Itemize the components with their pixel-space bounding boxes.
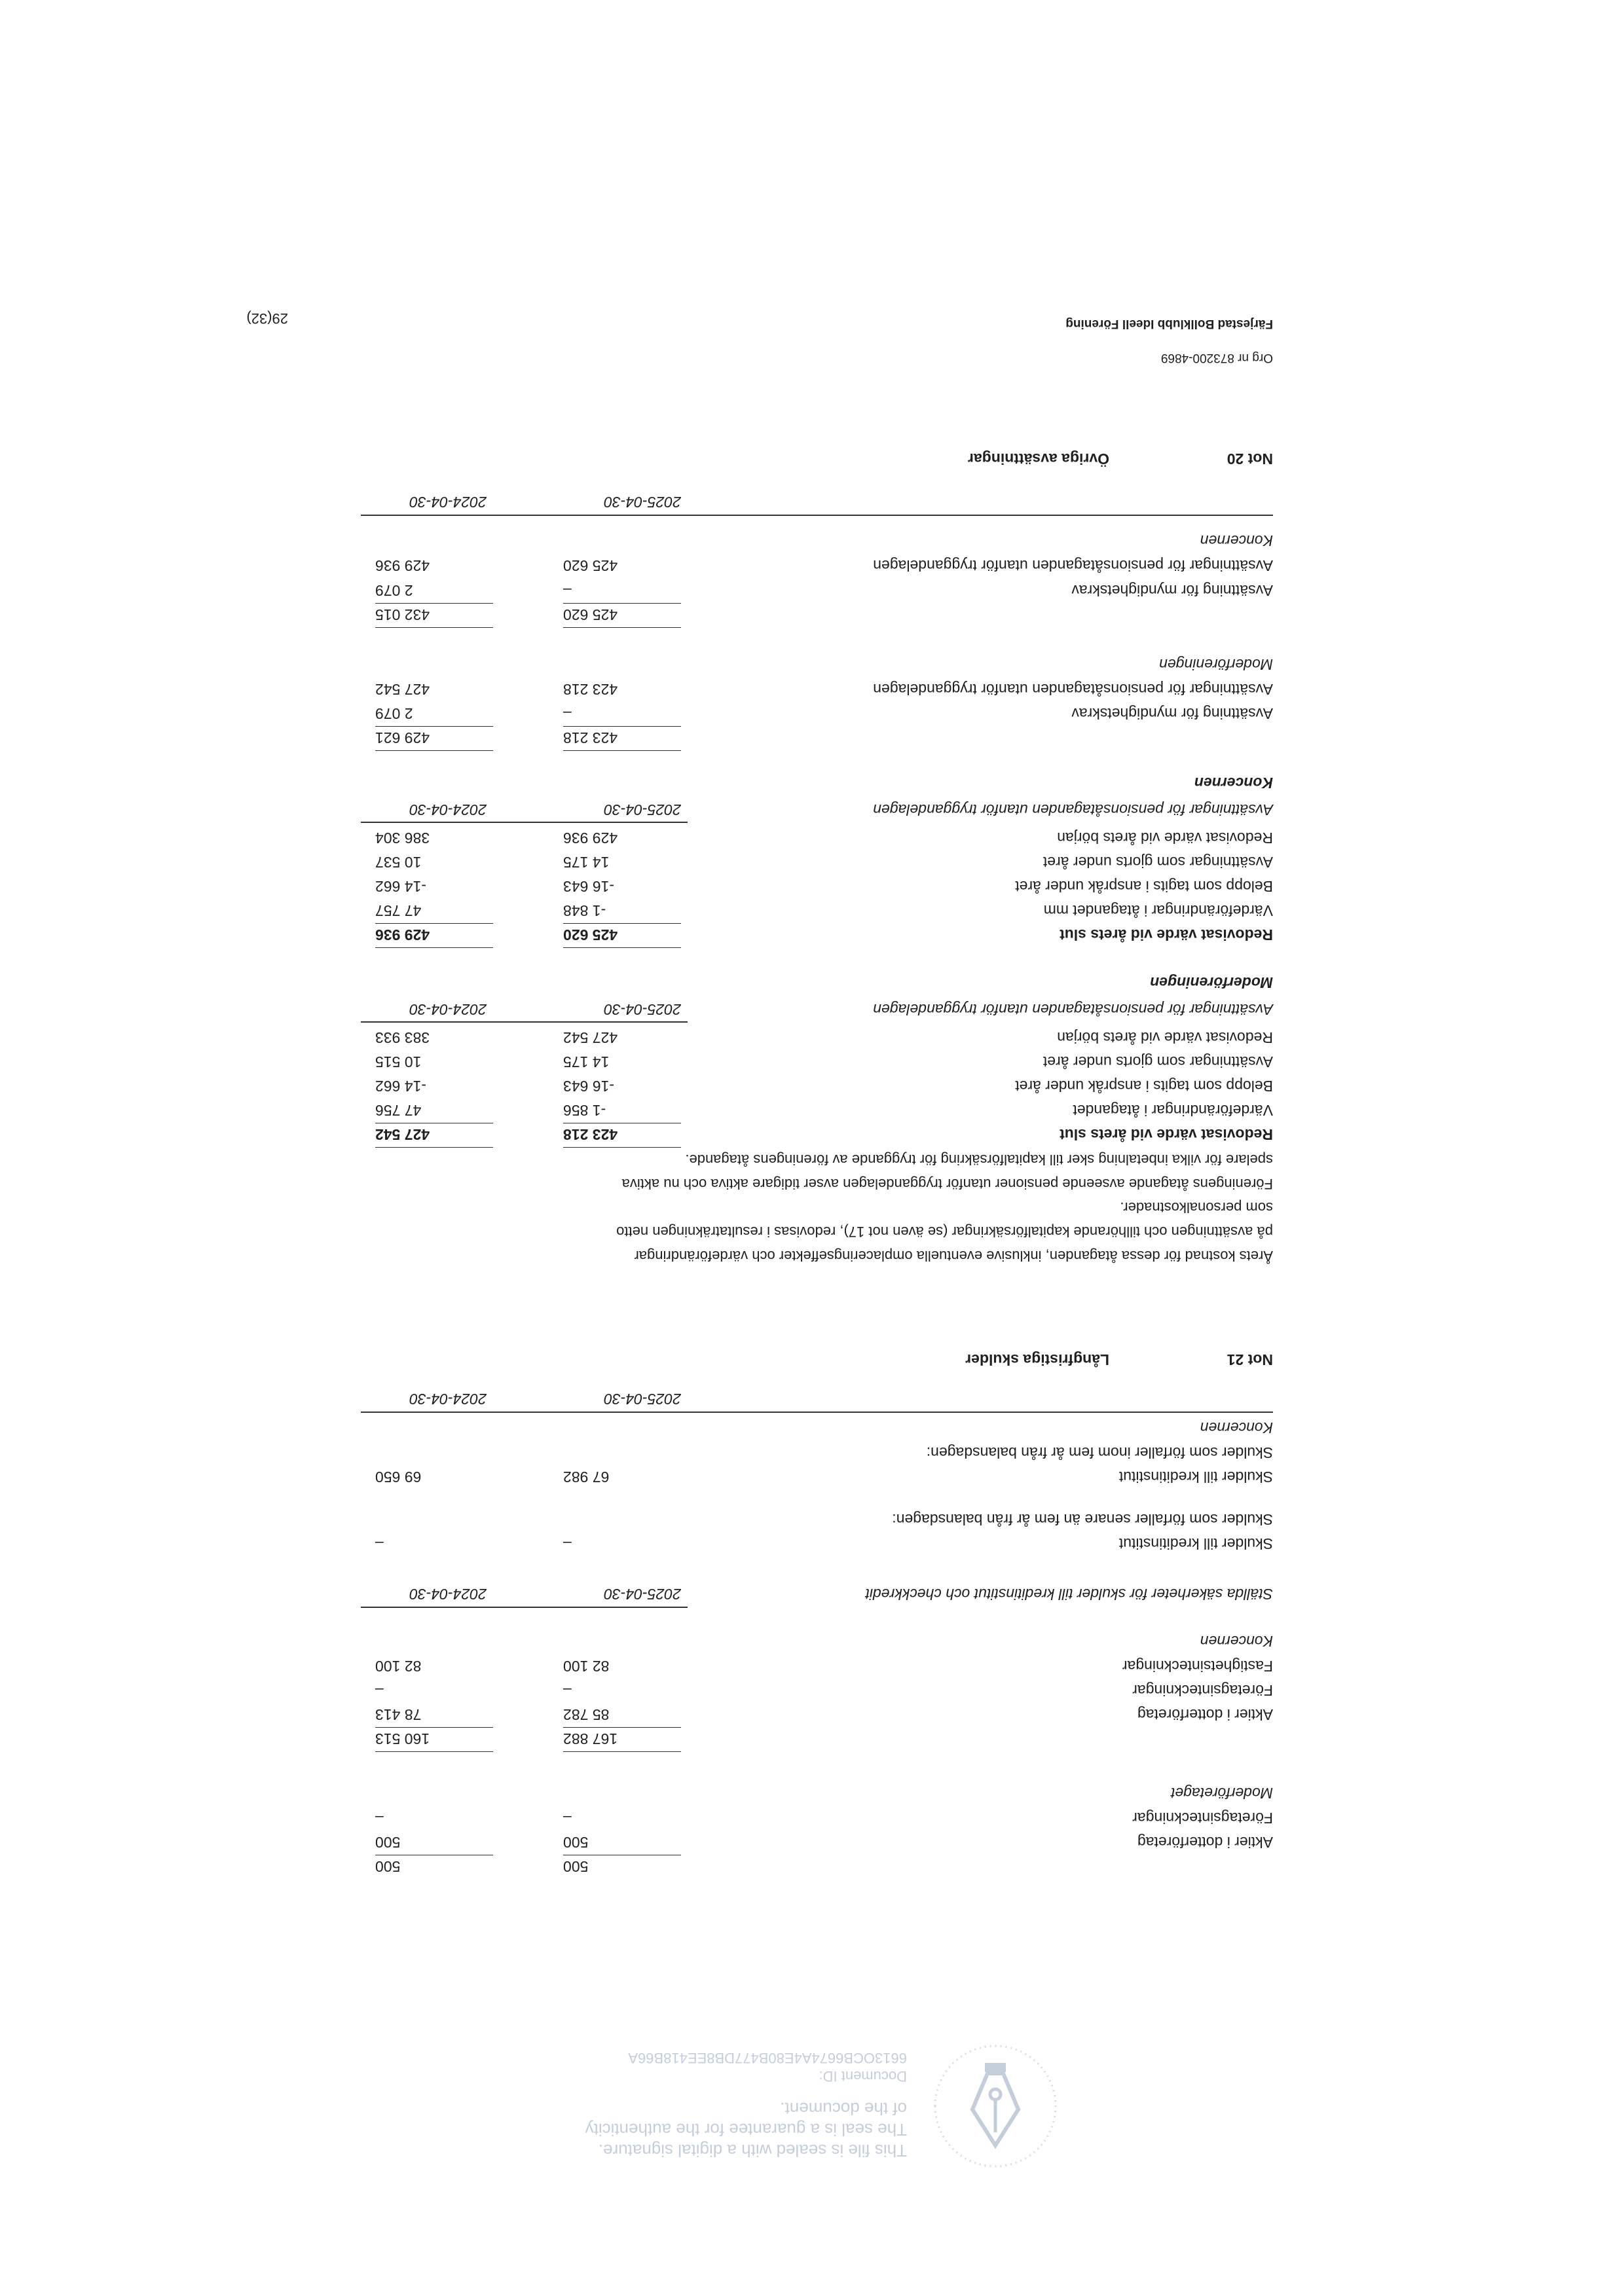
koncern-movement-label: Koncernen (1194, 774, 1273, 792)
paragraph-line: på avsättningen och tillhörande kapitalförsäkringar (se även not 17), redovisas i resultaträkningen netto (616, 1224, 1273, 1240)
sum-rule (563, 923, 681, 924)
seal-text (585, 2049, 907, 2161)
sum-rule (375, 627, 493, 628)
row-value-previous: 10 515 (375, 1053, 422, 1070)
col-current-header: 2025-04-30 (604, 494, 681, 511)
row-value-previous: 2 079 (375, 705, 413, 722)
pension-paragraph-2 (369, 1195, 1273, 1268)
seal-line: of the document. (780, 2099, 907, 2119)
col-current-header: 2025-04-30 (604, 801, 681, 818)
note-21-title: Långfristiga skulder (965, 1351, 1109, 1368)
row-value-previous: 429 936 (375, 557, 430, 574)
total-current: 425 620 (563, 926, 618, 943)
sum-rule (563, 603, 681, 604)
moder-label: Moderföretaget (1171, 1785, 1273, 1802)
row-label: Värdeförändringar i åtagandet mm (1043, 902, 1273, 919)
movement-head-rule (361, 1021, 688, 1023)
paragraph-line: som personalkostnader. (1120, 1199, 1273, 1216)
row-label: Redovisat värde vid årets början (1057, 1029, 1273, 1046)
row-value-current: – (563, 1682, 572, 1699)
row-value-current: 500 (563, 1834, 589, 1851)
row-value-previous: 383 933 (375, 1029, 430, 1046)
row-label: Skulder till kreditinstitut (1118, 1535, 1273, 1552)
row-label: Värdeförändringar i åtagandet (1073, 1102, 1273, 1119)
row-value-previous: 47 757 (375, 902, 422, 919)
header-rule (361, 1412, 1273, 1413)
row-value-current: 427 542 (563, 1029, 618, 1046)
sum-rule (375, 1727, 493, 1728)
sum-rule (563, 726, 681, 727)
total-previous: 429 936 (375, 926, 430, 943)
sum-rule (375, 603, 493, 604)
row-label: Avsättning för myndighetskrav (1071, 705, 1273, 722)
note-20-title: Övriga avsättningar (967, 450, 1109, 467)
row-value-previous: – (375, 1535, 384, 1552)
row-label: Skulder till kreditinstitut (1118, 1468, 1273, 1485)
col-previous-header: 2024-04-30 (409, 1586, 487, 1603)
row-value-previous: 10 537 (375, 854, 422, 871)
sum-rule (375, 947, 493, 948)
seal-doc-id: 6613OCB6674A4E80B477DB8EE418B66A (628, 2050, 907, 2066)
koncern-label: Koncernen (1200, 1419, 1273, 1436)
row-label: Aktier i dotterföretag (1137, 1706, 1273, 1723)
row-label: Redovisat värde vid årets början (1057, 829, 1273, 847)
row-value-previous: 386 304 (375, 829, 430, 847)
row-value-current: 423 218 (563, 681, 618, 698)
row-label: Avsättning för myndighetskrav (1071, 582, 1273, 599)
note-20-number: Not 20 (1227, 450, 1273, 467)
row-value-current: – (563, 1535, 572, 1552)
row-value-current: 14 175 (563, 854, 610, 871)
sum-rule (375, 923, 493, 924)
koncern-movement-head: Avsättningar för pensionsåtaganden utanför tryggandelagen (873, 801, 1273, 818)
row-value-current: – (563, 582, 572, 599)
row-label: Belopp som tagits i anspråk under året (1015, 878, 1273, 895)
col-current-header: 2025-04-30 (604, 1586, 681, 1603)
pen-seal-icon (930, 2041, 1061, 2172)
row-label: Aktier i dotterföretag (1137, 1834, 1273, 1851)
sum-rule (375, 750, 493, 751)
row-value-previous: -14 662 (375, 878, 427, 895)
row-value-current: 429 936 (563, 829, 618, 847)
row-value-current: 82 100 (563, 1658, 610, 1675)
total-previous: 160 513 (375, 1730, 430, 1747)
row-value-current: 425 620 (563, 557, 618, 574)
total-label: Redovisat värde vid årets slut (1060, 1126, 1273, 1143)
total-previous: 500 (375, 1858, 401, 1875)
row-value-current: -16 643 (563, 1078, 615, 1095)
koncern-label: Koncernen (1200, 532, 1273, 549)
row-value-current: -16 643 (563, 878, 615, 895)
row-label: Avsättningar för pensionsåtaganden utanför tryggandelagen (873, 557, 1273, 574)
movement-head-rule (361, 822, 688, 823)
row-value-current: 14 175 (563, 1053, 610, 1070)
header-rule (361, 515, 1273, 516)
note-21-number: Not 21 (1227, 1351, 1273, 1368)
row-value-current: – (563, 1810, 572, 1827)
moder-movement-head: Avsättningar för pensionsåtaganden utanför tryggandelagen (873, 1001, 1273, 1018)
sum-rule (563, 1751, 681, 1752)
row-value-previous: 69 650 (375, 1468, 422, 1485)
row-value-current: -1 856 (563, 1102, 606, 1119)
koncern-label: Koncernen (1200, 1633, 1273, 1650)
row-value-previous: 427 542 (375, 681, 430, 698)
moder-label: Moderföreningen (1159, 656, 1273, 673)
seal-doc-id-label: Document ID: (819, 2068, 907, 2085)
col-previous-header: 2024-04-30 (409, 801, 487, 818)
row-label: Avsättningar som gjorts under året (1043, 854, 1273, 871)
col-current-header: 2025-04-30 (604, 1001, 681, 1018)
sum-rule (563, 627, 681, 628)
row-label: Företagsinteckningar (1132, 1810, 1273, 1827)
paragraph-line: Föreningens åtagande avseende pensioner utanför tryggandelagen avser tidigare aktiva och nu aktiva (621, 1176, 1273, 1192)
row-value-previous: 47 756 (375, 1102, 422, 1119)
digital-seal (308, 2034, 1061, 2185)
seal-line: This file is sealed with a digital signature. (598, 2141, 907, 2160)
col-current-header: 2025-04-30 (604, 1391, 681, 1408)
page-number: 29(32) (246, 310, 288, 327)
col-previous-header: 2024-04-30 (409, 1001, 487, 1018)
total-current: 167 882 (563, 1730, 618, 1747)
total-previous: 432 015 (375, 606, 430, 623)
row-label: Belopp som tagits i anspråk under året (1015, 1078, 1273, 1095)
col-previous-header: 2024-04-30 (409, 1391, 487, 1408)
row-value-previous: -14 662 (375, 1078, 427, 1095)
subheading: Skulder som förfaller inom fem år från balansdagen: (926, 1444, 1273, 1461)
total-current: 425 620 (563, 606, 618, 623)
row-value-previous: – (375, 1682, 384, 1699)
sum-rule (375, 726, 493, 727)
organization-name: Färjestad Bollklubb Ideell Förening (1065, 317, 1273, 331)
pension-paragraph-1 (369, 1148, 1273, 1196)
row-value-current: 85 782 (563, 1706, 610, 1723)
seal-line: The seal is a guarantee for the authenticity (585, 2120, 907, 2140)
row-label: Fastighetsinteckningar (1122, 1658, 1273, 1675)
paragraph-line: spelare för vilka inbetalning sker till kapitalförsäkring för tryggande av föreningens åtagande. (685, 1152, 1273, 1168)
security-head-rule (361, 1607, 688, 1608)
row-value-previous: 500 (375, 1834, 401, 1851)
total-current: 500 (563, 1858, 589, 1875)
row-label: Avsättningar för pensionsåtaganden utanför tryggandelagen (873, 681, 1273, 698)
org-number: Org nr 873200-4869 (1160, 351, 1273, 365)
total-current: 423 218 (563, 1126, 618, 1143)
row-label: Företagsinteckningar (1132, 1682, 1273, 1699)
sum-rule (563, 750, 681, 751)
sum-rule (375, 1751, 493, 1752)
subheading: Skulder som förfaller senare än fem år från balansdagen: (892, 1511, 1273, 1528)
row-value-previous: 78 413 (375, 1706, 422, 1723)
row-value-current: – (563, 705, 572, 722)
total-current: 423 218 (563, 729, 618, 746)
row-value-previous: – (375, 1810, 384, 1827)
sum-rule (563, 947, 681, 948)
row-value-previous: 82 100 (375, 1658, 422, 1675)
col-previous-header: 2024-04-30 (409, 494, 487, 511)
row-value-current: 67 982 (563, 1468, 610, 1485)
security-head: Ställda säkerheter för skulder till kreditinstitut och checkkredit (865, 1586, 1273, 1603)
row-value-previous: 2 079 (375, 582, 413, 599)
row-value-current: -1 848 (563, 902, 606, 919)
total-previous: 429 621 (375, 729, 430, 746)
total-label: Redovisat värde vid årets slut (1060, 926, 1273, 943)
sum-rule (563, 1727, 681, 1728)
moder-movement-label: Moderföreningen (1150, 974, 1273, 991)
total-previous: 427 542 (375, 1126, 430, 1143)
row-label: Avsättningar som gjorts under året (1043, 1053, 1273, 1070)
paragraph-line: Årets kostnad för dessa åtaganden, inklusive eventuella omplaceringseffekter och värdeförändringar (634, 1248, 1273, 1264)
